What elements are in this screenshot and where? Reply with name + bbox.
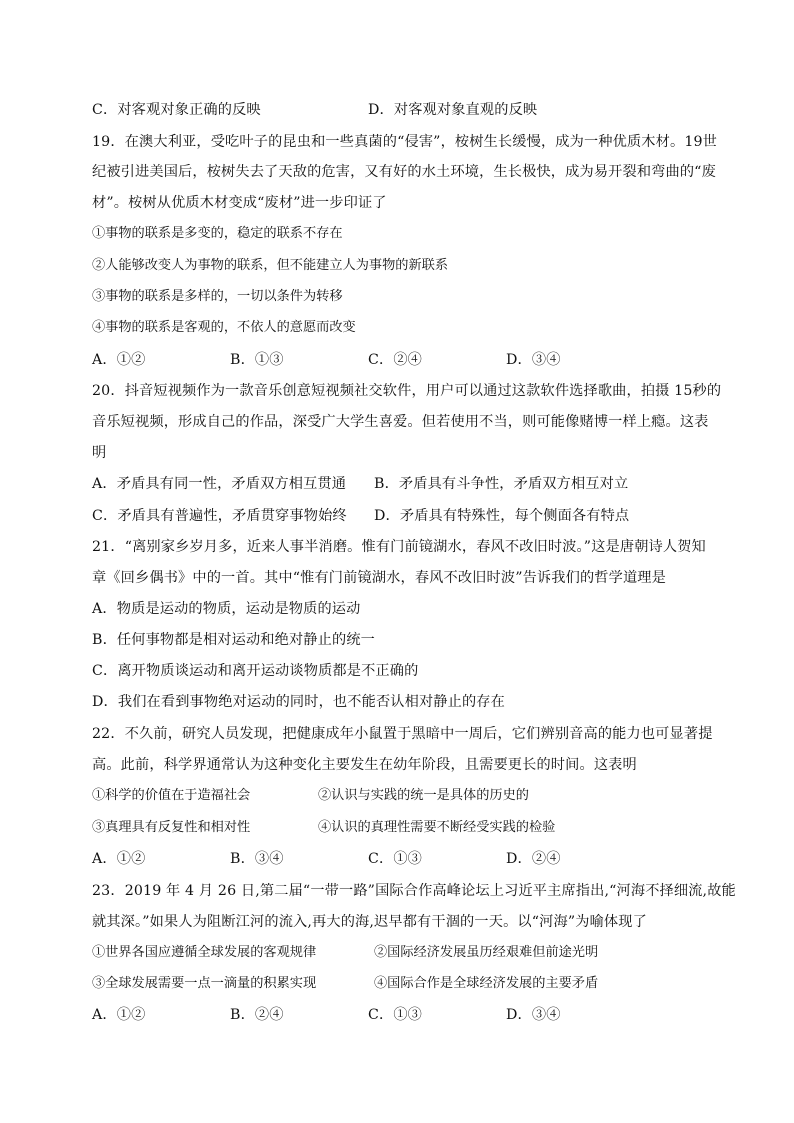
q22-statement-4: ④认识的真理性需要不断经受实践的检验 (318, 820, 556, 835)
q19-statement-4: ④事物的联系是客观的，不依人的意愿而改变 (92, 320, 356, 335)
q23-option-c: C．①③ (368, 1007, 423, 1023)
q21-stem-line-2: 章《回乡偶书》中的一首。其中“惟有门前镜湖水，春风不改旧时波”告诉我们的哲学道理是 (92, 570, 666, 586)
q22-option-c: C．①③ (368, 851, 423, 867)
q19-option-c: C．②④ (368, 352, 423, 368)
q19-option-b: B．①③ (230, 352, 284, 368)
q19-statement-1: ①事物的联系是多变的，稳定的联系不存在 (92, 226, 343, 241)
q23-option-d: D．③④ (506, 1007, 561, 1023)
q19-option-a: A．①② (92, 352, 146, 368)
q21-option-b: B．任何事物都是相对运动和绝对静止的统一 (92, 632, 375, 648)
q20-option-d: D．矛盾具有特殊性，每个侧面各有特点 (374, 508, 630, 524)
q22-stem-line-2: 高。此前，科学界通常认为这种变化主要发生在幼年阶段，且需要更长的时间。这表明 (92, 757, 637, 773)
option-d: D．对客观对象直观的反映 (368, 102, 538, 118)
q23-statement-2: ②国际经济发展虽历经艰难但前途光明 (374, 945, 599, 960)
q23-statement-1: ①世界各国应遵循全球发展的客观规律 (92, 945, 317, 960)
q19-stem-line-1: 19．在澳大利亚，受吃叶子的昆虫和一些真菌的“侵害”，桉树生长缓慢，成为一种优质木材。19世 (92, 134, 718, 150)
q19-option-d: D．③④ (506, 352, 561, 368)
q22-statement-1: ①科学的价值在于造福社会 (92, 788, 251, 803)
q23-option-b: B．②④ (230, 1007, 284, 1023)
q21-option-c: C．离开物质谈运动和离开运动谈物质都是不正确的 (92, 663, 419, 679)
q22-statement-2: ②认识与实践的统一是具体的历史的 (318, 788, 529, 803)
q20-stem-line-3: 明 (92, 445, 107, 461)
q22-option-a: A．①② (92, 851, 146, 867)
q23-stem-line-1: 23．2019 年 4 月 26 日,第二届“一带一路”国际合作高峰论坛上习近平主席指出,“河海不择细流,故能 (92, 883, 736, 899)
q22-stem-line-1: 22．不久前，研究人员发现，把健康成年小鼠置于黑暗中一周后，它们辨别音高的能力也可显著提 (92, 726, 713, 742)
q22-statement-3: ③真理具有反复性和相对性 (92, 820, 251, 835)
q23-option-a: A．①② (92, 1007, 146, 1023)
q23-stem-line-2: 就其深。”如果人为阻断江河的流入,再大的海,迟早都有干涸的一天。以“河海”为喻体现了 (92, 914, 647, 930)
q19-statement-2: ②人能够改变人为事物的联系，但不能建立人为事物的新联系 (92, 258, 449, 273)
q19-statement-3: ③事物的联系是多样的，一切以条件为转移 (92, 289, 343, 304)
q20-option-b: B．矛盾具有斗争性，矛盾双方相互对立 (374, 476, 629, 492)
q22-option-b: B．③④ (230, 851, 284, 867)
q20-option-c: C．矛盾具有普遍性，矛盾贯穿事物始终 (92, 508, 347, 524)
q21-option-a: A．物质是运动的物质，运动是物质的运动 (92, 601, 361, 617)
q20-option-a: A．矛盾具有同一性，矛盾双方相互贯通 (92, 476, 347, 492)
q21-option-d: D．我们在看到事物绝对运动的同时，也不能否认相对静止的存在 (92, 694, 505, 710)
q19-stem-line-3: 材”。桉树从优质木材变成“废材”进一步印证了 (92, 195, 387, 211)
q20-stem-line-2: 音乐短视频，形成自己的作品，深受广大学生喜爱。但若使用不当，则可能像赌博一样上瘾。这表 (92, 414, 709, 430)
q23-statement-4: ④国际合作是全球经济发展的主要矛盾 (374, 976, 599, 991)
q19-stem-line-2: 纪被引进美国后，桉树失去了天敌的危害，又有好的水土环境，生长极快，成为易开裂和弯曲的“废 (92, 164, 716, 180)
q23-statement-3: ③全球发展需要一点一滴量的积累实现 (92, 976, 317, 991)
option-c: C．对客观对象正确的反映 (92, 102, 261, 118)
q20-stem-line-1: 20．抖音短视频作为一款音乐创意短视频社交软件，用户可以通过这款软件选择歌曲，拍摄 15秒的 (92, 383, 722, 399)
q21-stem-line-1: 21．“离别家乡岁月多，近来人事半消磨。惟有门前镜湖水，春风不改旧时波。”这是唐朝诗人贺知 (92, 539, 706, 555)
q22-option-d: D．②④ (506, 851, 561, 867)
